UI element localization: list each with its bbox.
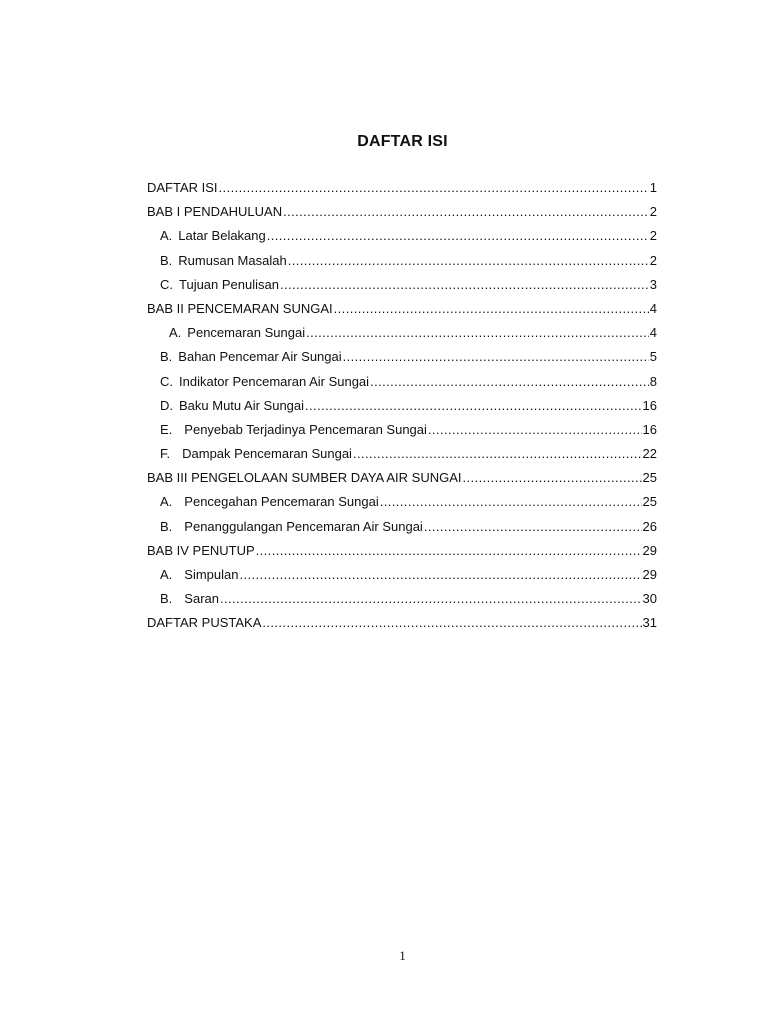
toc-entry-label: Pencemaran Sungai (187, 325, 306, 341)
dot-leader (240, 567, 642, 582)
toc-entry-label: Rumusan Masalah (178, 252, 287, 268)
toc-entry-marker: B. (160, 349, 173, 365)
dot-leader (256, 543, 642, 558)
dot-leader (334, 301, 649, 316)
toc-entry-marker: A. (169, 325, 182, 341)
toc-entry-label: Dampak Pencemaran Sungai (182, 446, 352, 462)
toc-entry-label: Bahan Pencemar Air Sungai (178, 349, 342, 365)
toc-entry-page: 1 (649, 180, 657, 195)
toc-entry-page: 16 (642, 397, 657, 413)
toc-entry-marker: B. (160, 591, 173, 607)
toc-entry-page: 29 (642, 542, 657, 558)
toc-entry-label: Saran (184, 591, 219, 607)
toc-entry-marker: A. (160, 494, 173, 510)
toc-entry-page: 16 (642, 421, 657, 437)
toc-entry-bab-2[interactable] (147, 301, 657, 325)
toc-entry-bab-4[interactable] (147, 543, 657, 567)
toc-entry-simpulan[interactable] (147, 567, 657, 591)
toc-entry-daftar-pustaka[interactable] (147, 615, 657, 639)
toc-entry-page: 2 (649, 228, 657, 244)
toc-entry-page: 5 (649, 349, 657, 365)
toc-entry-marker: B. (160, 518, 173, 534)
dot-leader (262, 615, 641, 630)
dot-leader (353, 446, 642, 461)
toc-entry-label: Tujuan Penulisan (179, 276, 279, 292)
page-number: 1 (399, 948, 406, 963)
toc-entry-label: BAB II PENCEMARAN SUNGAI (147, 300, 333, 316)
toc-entry-label: DAFTAR ISI (147, 180, 218, 195)
toc-entry-page: 26 (642, 518, 657, 534)
dot-leader (343, 349, 649, 364)
toc-entry-penanggulangan-pencemaran[interactable] (147, 519, 657, 543)
table-of-contents (147, 180, 657, 640)
toc-entry-tujuan-penulisan[interactable] (147, 277, 657, 301)
toc-entry-page: 2 (649, 252, 657, 268)
toc-entry-pencegahan-pencemaran[interactable] (147, 494, 657, 518)
dot-leader (370, 374, 649, 389)
toc-entry-daftar-isi[interactable] (147, 180, 657, 204)
toc-entry-label: Pencegahan Pencemaran Sungai (184, 494, 379, 510)
dot-leader (267, 228, 649, 243)
toc-entry-page: 8 (649, 373, 657, 389)
dot-leader (280, 277, 649, 292)
toc-entry-label: Indikator Pencemaran Air Sungai (179, 373, 370, 389)
toc-entry-page: 22 (642, 446, 657, 462)
toc-entry-marker: C. (160, 373, 173, 389)
dot-leader (428, 422, 642, 437)
dot-leader (220, 591, 642, 606)
toc-entry-bab-1[interactable] (147, 204, 657, 228)
toc-entry-label: Simpulan (184, 567, 239, 582)
toc-entry-label: Latar Belakang (178, 228, 266, 244)
toc-entry-baku-mutu[interactable] (147, 398, 657, 422)
toc-entry-label: Penyebab Terjadinya Pencemaran Sungai (184, 421, 427, 437)
toc-entry-label: Penanggulangan Pencemaran Air Sungai (184, 518, 423, 534)
dot-leader (306, 325, 649, 340)
toc-entry-indikator-pencemaran[interactable] (147, 374, 657, 398)
toc-entry-marker: C. (160, 276, 173, 292)
toc-entry-page: 25 (642, 470, 657, 486)
dot-leader (305, 398, 642, 413)
toc-entry-latar-belakang[interactable] (147, 228, 657, 252)
toc-entry-label: DAFTAR PUSTAKA (147, 615, 262, 631)
dot-leader (380, 494, 642, 509)
toc-entry-rumusan-masalah[interactable] (147, 253, 657, 277)
toc-entry-label: BAB III PENGELOLAAN SUMBER DAYA AIR SUNGAI (147, 470, 462, 486)
toc-entry-saran[interactable] (147, 591, 657, 615)
toc-entry-marker: E. (160, 421, 173, 437)
toc-entry-marker: B. (160, 252, 173, 268)
toc-entry-page: 31 (642, 615, 657, 631)
dot-leader (219, 180, 649, 195)
toc-entry-page: 4 (649, 300, 657, 316)
toc-entry-pencemaran-sungai[interactable] (147, 325, 657, 349)
dot-leader (463, 470, 642, 485)
toc-entry-label: BAB IV PENUTUP (147, 542, 255, 558)
toc-entry-page: 4 (649, 325, 657, 341)
toc-entry-page: 30 (642, 591, 657, 607)
toc-entry-page: 29 (642, 567, 657, 582)
toc-entry-penyebab-pencemaran[interactable] (147, 422, 657, 446)
page-title: DAFTAR ISI (357, 133, 448, 150)
toc-entry-bahan-pencemar[interactable] (147, 349, 657, 373)
toc-entry-marker: A. (160, 228, 173, 244)
toc-entry-page: 25 (642, 494, 657, 510)
dot-leader (424, 519, 642, 534)
toc-entry-label: BAB I PENDAHULUAN (147, 204, 283, 220)
toc-entry-page: 3 (649, 276, 657, 292)
toc-entry-dampak-pencemaran[interactable] (147, 446, 657, 470)
toc-entry-label: Baku Mutu Air Sungai (179, 397, 305, 413)
toc-entry-marker: F. (160, 446, 171, 462)
toc-entry-page: 2 (649, 204, 657, 220)
dot-leader (288, 253, 649, 268)
toc-entry-marker: A. (160, 567, 173, 582)
toc-entry-marker: D. (160, 397, 173, 413)
dot-leader (283, 204, 649, 219)
toc-entry-bab-3[interactable] (147, 470, 657, 494)
